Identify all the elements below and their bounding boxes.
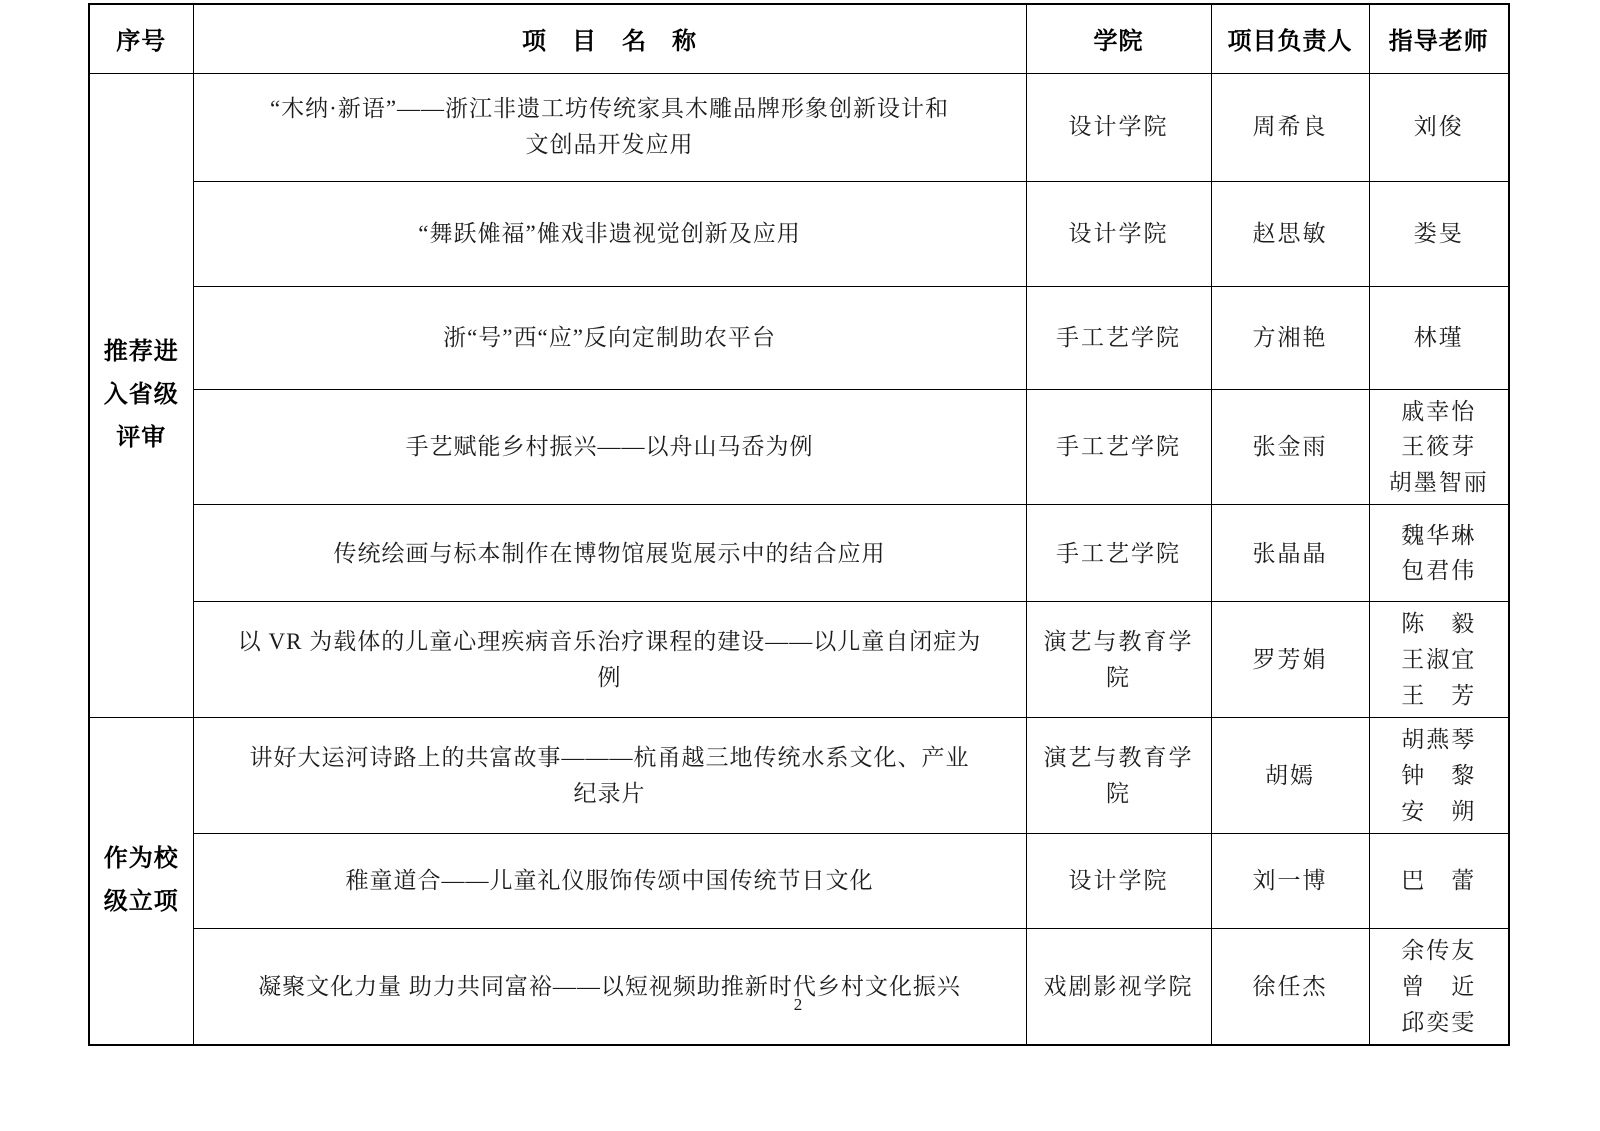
- table-row: [89, 929, 1509, 1045]
- header-row: [89, 4, 1509, 73]
- project-name-cell: 手艺赋能乡村振兴——以舟山马岙为例: [193, 389, 1026, 505]
- college-cell: 手工艺学院: [1026, 505, 1211, 602]
- table-row: [89, 505, 1509, 602]
- projects-table: [88, 3, 1510, 1046]
- col-header-leader: 项目负责人: [1211, 4, 1369, 73]
- project-leader-cell: 罗芳娟: [1211, 602, 1369, 718]
- col-header-index: 序号: [89, 4, 193, 73]
- college-cell: 设计学院: [1026, 73, 1211, 181]
- advisor-cell: 戚幸怡 王筱芽 胡墨智丽: [1369, 389, 1509, 505]
- project-leader-cell: 周希良: [1211, 73, 1369, 181]
- advisor-cell: 陈 毅 王淑宜 王 芳: [1369, 602, 1509, 718]
- college-cell: 戏剧影视学院: [1026, 929, 1211, 1045]
- table-row: [89, 389, 1509, 505]
- college-cell: 手工艺学院: [1026, 286, 1211, 389]
- project-name-cell: 以 VR 为载体的儿童心理疾病音乐治疗课程的建设——以儿童自闭症为 例: [193, 602, 1026, 718]
- project-name-cell: “木纳·新语”——浙江非遗工坊传统家具木雕品牌形象创新设计和 文创品开发应用: [193, 73, 1026, 181]
- college-cell: 设计学院: [1026, 834, 1211, 929]
- project-name-cell: 浙“号”西“应”反向定制助农平台: [193, 286, 1026, 389]
- project-name-cell: 凝聚文化力量 助力共同富裕——以短视频助推新时代乡村文化振兴: [193, 929, 1026, 1045]
- project-leader-cell: 方湘艳: [1211, 286, 1369, 389]
- project-name-cell: “舞跃傩福”傩戏非遗视觉创新及应用: [193, 181, 1026, 286]
- project-leader-cell: 胡嫣: [1211, 718, 1369, 834]
- advisor-cell: 娄旻: [1369, 181, 1509, 286]
- college-cell: 手工艺学院: [1026, 389, 1211, 505]
- project-name-cell: 稚童道合——儿童礼仪服饰传颂中国传统节日文化: [193, 834, 1026, 929]
- table-row: [89, 834, 1509, 929]
- advisor-cell: 魏华琳 包君伟: [1369, 505, 1509, 602]
- group-label-cell: 推荐进 入省级 评审: [89, 73, 193, 718]
- table-row: [89, 602, 1509, 718]
- col-header-college: 学院: [1026, 4, 1211, 73]
- college-cell: 演艺与教育学 院: [1026, 718, 1211, 834]
- project-leader-cell: 徐任杰: [1211, 929, 1369, 1045]
- project-leader-cell: 刘一博: [1211, 834, 1369, 929]
- project-leader-cell: 张晶晶: [1211, 505, 1369, 602]
- table-row: [89, 73, 1509, 181]
- group-label-cell: 作为校 级立项: [89, 718, 193, 1045]
- project-name-cell: 传统绘画与标本制作在博物馆展览展示中的结合应用: [193, 505, 1026, 602]
- col-header-advisor: 指导老师: [1369, 4, 1509, 73]
- advisor-cell: 胡燕琴 钟 黎 安 朔: [1369, 718, 1509, 834]
- project-name-cell: 讲好大运河诗路上的共富故事———杭甬越三地传统水系文化、产业 纪录片: [193, 718, 1026, 834]
- table-row: [89, 181, 1509, 286]
- table-row: [89, 286, 1509, 389]
- college-cell: 设计学院: [1026, 181, 1211, 286]
- advisor-cell: 刘俊: [1369, 73, 1509, 181]
- advisor-cell: 林瑾: [1369, 286, 1509, 389]
- project-leader-cell: 赵思敏: [1211, 181, 1369, 286]
- advisor-cell: 巴 蕾: [1369, 834, 1509, 929]
- col-header-project-name: 项 目 名 称: [193, 4, 1026, 73]
- table-row: [89, 718, 1509, 834]
- page-number: 2: [793, 995, 803, 1014]
- college-cell: 演艺与教育学 院: [1026, 602, 1211, 718]
- project-leader-cell: 张金雨: [1211, 389, 1369, 505]
- advisor-cell: 余传友 曾 近 邱奕雯: [1369, 929, 1509, 1045]
